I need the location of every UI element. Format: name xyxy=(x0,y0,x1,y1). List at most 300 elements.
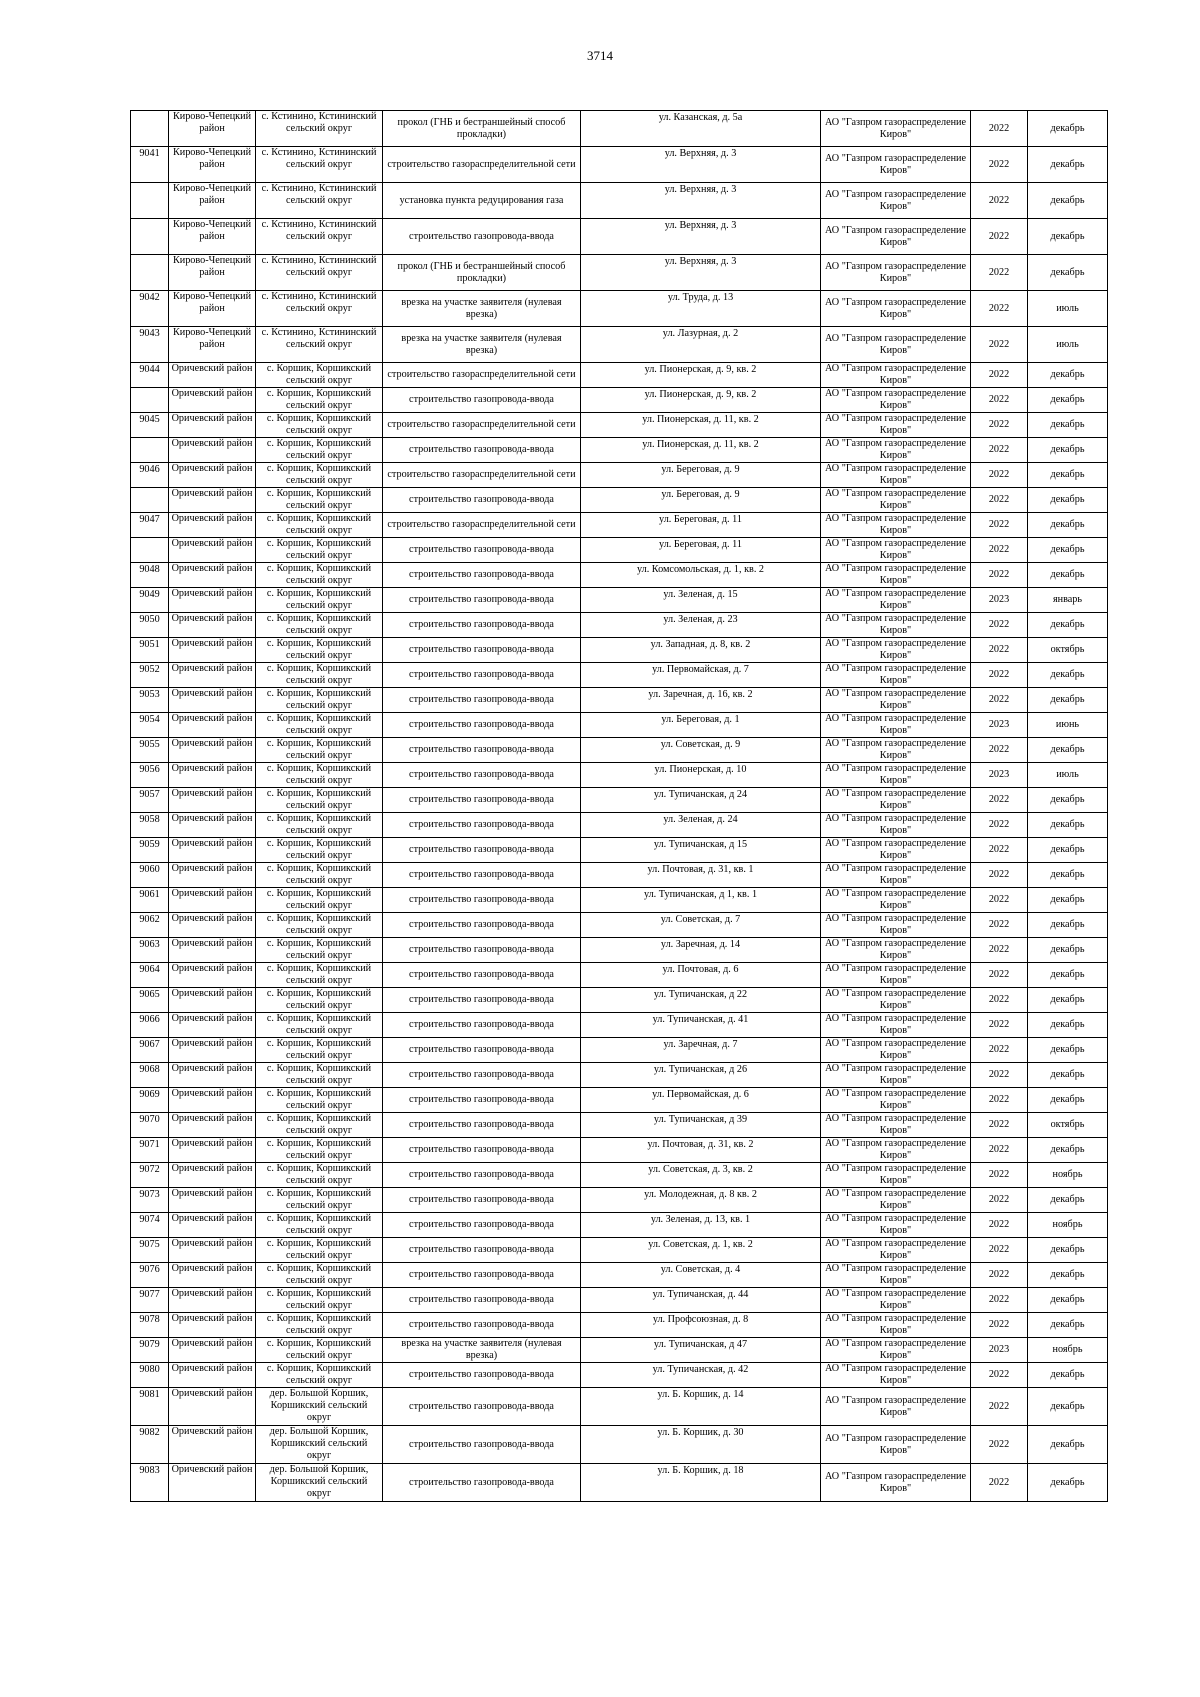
table-row xyxy=(131,1188,1108,1213)
year-cell: 2022 xyxy=(971,813,1028,838)
year-cell: 2022 xyxy=(971,638,1028,663)
settlement-cell: с. Коршик, Коршикский сельский округ xyxy=(256,563,383,588)
month-cell: декабрь xyxy=(1028,1464,1108,1502)
table-row xyxy=(131,688,1108,713)
month-cell: декабрь xyxy=(1028,413,1108,438)
organization-cell: АО "Газпром газораспределение Киров" xyxy=(821,663,971,688)
month-cell: декабрь xyxy=(1028,1188,1108,1213)
year-cell: 2022 xyxy=(971,1213,1028,1238)
work-type-cell: врезка на участке заявителя (нулевая врезка) xyxy=(383,1338,581,1363)
address-cell: ул. Береговая, д. 1 xyxy=(581,713,821,738)
table-row xyxy=(131,1313,1108,1338)
row-number: 9055 xyxy=(131,738,169,763)
table-row xyxy=(131,1363,1108,1388)
work-type-cell: прокол (ГНБ и бестраншейный способ прокладки) xyxy=(383,111,581,147)
row-number xyxy=(131,388,169,413)
works-table xyxy=(130,110,1108,1502)
row-number: 9068 xyxy=(131,1063,169,1088)
organization-cell: АО "Газпром газораспределение Киров" xyxy=(821,788,971,813)
work-type-cell: установка пункта редуцирования газа xyxy=(383,183,581,219)
settlement-cell: с. Коршик, Коршикский сельский округ xyxy=(256,1013,383,1038)
address-cell: ул. Почтовая, д. 31, кв. 1 xyxy=(581,863,821,888)
month-cell: декабрь xyxy=(1028,1363,1108,1388)
district-cell: Кирово-Чепецкий район xyxy=(169,219,256,255)
address-cell: ул. Верхняя, д. 3 xyxy=(581,255,821,291)
settlement-cell: с. Кстинино, Кстининский сельский округ xyxy=(256,183,383,219)
year-cell: 2022 xyxy=(971,1313,1028,1338)
row-number: 9065 xyxy=(131,988,169,1013)
row-number xyxy=(131,219,169,255)
address-cell: ул. Тупичанская, д 15 xyxy=(581,838,821,863)
address-cell: ул. Пионерская, д. 9, кв. 2 xyxy=(581,363,821,388)
district-cell: Оричевский район xyxy=(169,938,256,963)
address-cell: ул. Почтовая, д. 31, кв. 2 xyxy=(581,1138,821,1163)
table-row xyxy=(131,838,1108,863)
table-row xyxy=(131,327,1108,363)
year-cell: 2022 xyxy=(971,463,1028,488)
settlement-cell: с. Кстинино, Кстининский сельский округ xyxy=(256,219,383,255)
month-cell: декабрь xyxy=(1028,488,1108,513)
row-number: 9073 xyxy=(131,1188,169,1213)
settlement-cell: с. Коршик, Коршикский сельский округ xyxy=(256,1288,383,1313)
table-row xyxy=(131,488,1108,513)
work-type-cell: строительство газопровода-ввода xyxy=(383,1464,581,1502)
settlement-cell: с. Коршик, Коршикский сельский округ xyxy=(256,663,383,688)
work-type-cell: строительство газопровода-ввода xyxy=(383,438,581,463)
year-cell: 2022 xyxy=(971,688,1028,713)
month-cell: октябрь xyxy=(1028,638,1108,663)
settlement-cell: с. Коршик, Коршикский сельский округ xyxy=(256,838,383,863)
address-cell: ул. Казанская, д. 5а xyxy=(581,111,821,147)
table-row xyxy=(131,1263,1108,1288)
row-number: 9070 xyxy=(131,1113,169,1138)
row-number: 9048 xyxy=(131,563,169,588)
district-cell: Оричевский район xyxy=(169,1313,256,1338)
settlement-cell: с. Коршик, Коршикский сельский округ xyxy=(256,1113,383,1138)
row-number xyxy=(131,538,169,563)
month-cell: декабрь xyxy=(1028,1238,1108,1263)
organization-cell: АО "Газпром газораспределение Киров" xyxy=(821,111,971,147)
month-cell: июнь xyxy=(1028,713,1108,738)
district-cell: Кирово-Чепецкий район xyxy=(169,111,256,147)
organization-cell: АО "Газпром газораспределение Киров" xyxy=(821,1013,971,1038)
month-cell: декабрь xyxy=(1028,1388,1108,1426)
district-cell: Оричевский район xyxy=(169,1113,256,1138)
year-cell: 2022 xyxy=(971,538,1028,563)
work-type-cell: строительство газопровода-ввода xyxy=(383,219,581,255)
settlement-cell: дер. Большой Коршик, Коршикский сельский округ xyxy=(256,1464,383,1502)
table-row xyxy=(131,563,1108,588)
year-cell: 2022 xyxy=(971,111,1028,147)
year-cell: 2022 xyxy=(971,1464,1028,1502)
month-cell: декабрь xyxy=(1028,688,1108,713)
settlement-cell: с. Коршик, Коршикский сельский округ xyxy=(256,913,383,938)
district-cell: Кирово-Чепецкий район xyxy=(169,147,256,183)
settlement-cell: с. Коршик, Коршикский сельский округ xyxy=(256,613,383,638)
address-cell: ул. Тупичанская, д 26 xyxy=(581,1063,821,1088)
settlement-cell: с. Кстинино, Кстининский сельский округ xyxy=(256,327,383,363)
district-cell: Кирово-Чепецкий район xyxy=(169,327,256,363)
month-cell: октябрь xyxy=(1028,1113,1108,1138)
year-cell: 2022 xyxy=(971,1388,1028,1426)
work-type-cell: строительство газопровода-ввода xyxy=(383,763,581,788)
district-cell: Оричевский район xyxy=(169,713,256,738)
table-row xyxy=(131,763,1108,788)
table-row xyxy=(131,1288,1108,1313)
table-row xyxy=(131,613,1108,638)
page-number: 3714 xyxy=(587,48,613,63)
work-type-cell: строительство газопровода-ввода xyxy=(383,1363,581,1388)
year-cell: 2022 xyxy=(971,963,1028,988)
year-cell: 2022 xyxy=(971,513,1028,538)
settlement-cell: с. Коршик, Коршикский сельский округ xyxy=(256,763,383,788)
work-type-cell: строительство газопровода-ввода xyxy=(383,1138,581,1163)
row-number: 9044 xyxy=(131,363,169,388)
address-cell: ул. Тупичанская, д. 42 xyxy=(581,1363,821,1388)
work-type-cell: строительство газопровода-ввода xyxy=(383,1213,581,1238)
table-row xyxy=(131,1338,1108,1363)
year-cell: 2022 xyxy=(971,988,1028,1013)
table-row xyxy=(131,913,1108,938)
year-cell: 2022 xyxy=(971,838,1028,863)
address-cell: ул. Зеленая, д. 13, кв. 1 xyxy=(581,1213,821,1238)
address-cell: ул. Пионерская, д. 9, кв. 2 xyxy=(581,388,821,413)
settlement-cell: с. Коршик, Коршикский сельский округ xyxy=(256,813,383,838)
address-cell: ул. Б. Коршик, д. 18 xyxy=(581,1464,821,1502)
address-cell: ул. Лазурная, д. 2 xyxy=(581,327,821,363)
row-number: 9043 xyxy=(131,327,169,363)
year-cell: 2022 xyxy=(971,1113,1028,1138)
district-cell: Оричевский район xyxy=(169,838,256,863)
table-row xyxy=(131,255,1108,291)
year-cell: 2022 xyxy=(971,1263,1028,1288)
address-cell: ул. Западная, д. 8, кв. 2 xyxy=(581,638,821,663)
district-cell: Оричевский район xyxy=(169,1363,256,1388)
settlement-cell: с. Коршик, Коршикский сельский округ xyxy=(256,1038,383,1063)
year-cell: 2023 xyxy=(971,588,1028,613)
table-row xyxy=(131,938,1108,963)
work-type-cell: строительство газопровода-ввода xyxy=(383,1013,581,1038)
settlement-cell: дер. Большой Коршик, Коршикский сельский округ xyxy=(256,1426,383,1464)
work-type-cell: строительство газопровода-ввода xyxy=(383,838,581,863)
address-cell: ул. Тупичанская, д 47 xyxy=(581,1338,821,1363)
row-number: 9075 xyxy=(131,1238,169,1263)
month-cell: декабрь xyxy=(1028,963,1108,988)
address-cell: ул. Береговая, д. 9 xyxy=(581,463,821,488)
settlement-cell: с. Коршик, Коршикский сельский округ xyxy=(256,588,383,613)
settlement-cell: с. Коршик, Коршикский сельский округ xyxy=(256,988,383,1013)
address-cell: ул. Береговая, д. 9 xyxy=(581,488,821,513)
work-type-cell: строительство газопровода-ввода xyxy=(383,1263,581,1288)
organization-cell: АО "Газпром газораспределение Киров" xyxy=(821,1338,971,1363)
address-cell: ул. Верхняя, д. 3 xyxy=(581,183,821,219)
address-cell: ул. Заречная, д. 7 xyxy=(581,1038,821,1063)
month-cell: декабрь xyxy=(1028,219,1108,255)
year-cell: 2022 xyxy=(971,913,1028,938)
month-cell: декабрь xyxy=(1028,888,1108,913)
district-cell: Оричевский район xyxy=(169,813,256,838)
year-cell: 2022 xyxy=(971,1238,1028,1263)
address-cell: ул. Зеленая, д. 24 xyxy=(581,813,821,838)
work-type-cell: строительство газопровода-ввода xyxy=(383,1188,581,1213)
month-cell: декабрь xyxy=(1028,838,1108,863)
table-row xyxy=(131,291,1108,327)
row-number: 9079 xyxy=(131,1338,169,1363)
work-type-cell: строительство газопровода-ввода xyxy=(383,938,581,963)
table-row xyxy=(131,1138,1108,1163)
district-cell: Оричевский район xyxy=(169,738,256,763)
month-cell: ноябрь xyxy=(1028,1213,1108,1238)
work-type-cell: строительство газопровода-ввода xyxy=(383,563,581,588)
district-cell: Оричевский район xyxy=(169,1238,256,1263)
organization-cell: АО "Газпром газораспределение Киров" xyxy=(821,1426,971,1464)
district-cell: Оричевский район xyxy=(169,1464,256,1502)
address-cell: ул. Почтовая, д. 6 xyxy=(581,963,821,988)
table-row xyxy=(131,1063,1108,1088)
work-type-cell: строительство газораспределительной сети xyxy=(383,147,581,183)
organization-cell: АО "Газпром газораспределение Киров" xyxy=(821,147,971,183)
work-type-cell: врезка на участке заявителя (нулевая врезка) xyxy=(383,291,581,327)
district-cell: Оричевский район xyxy=(169,513,256,538)
year-cell: 2022 xyxy=(971,1363,1028,1388)
address-cell: ул. Тупичанская, д 22 xyxy=(581,988,821,1013)
row-number: 9081 xyxy=(131,1388,169,1426)
table-row xyxy=(131,438,1108,463)
organization-cell: АО "Газпром газораспределение Киров" xyxy=(821,183,971,219)
month-cell: декабрь xyxy=(1028,1063,1108,1088)
organization-cell: АО "Газпром газораспределение Киров" xyxy=(821,563,971,588)
settlement-cell: с. Кстинино, Кстининский сельский округ xyxy=(256,111,383,147)
organization-cell: АО "Газпром газораспределение Киров" xyxy=(821,363,971,388)
district-cell: Оричевский район xyxy=(169,438,256,463)
settlement-cell: с. Коршик, Коршикский сельский округ xyxy=(256,1163,383,1188)
settlement-cell: с. Коршик, Коршикский сельский округ xyxy=(256,513,383,538)
year-cell: 2022 xyxy=(971,1163,1028,1188)
organization-cell: АО "Газпром газораспределение Киров" xyxy=(821,813,971,838)
district-cell: Кирово-Чепецкий район xyxy=(169,183,256,219)
month-cell: декабрь xyxy=(1028,463,1108,488)
organization-cell: АО "Газпром газораспределение Киров" xyxy=(821,963,971,988)
settlement-cell: дер. Большой Коршик, Коршикский сельский округ xyxy=(256,1388,383,1426)
year-cell: 2022 xyxy=(971,738,1028,763)
organization-cell: АО "Газпром газораспределение Киров" xyxy=(821,1063,971,1088)
settlement-cell: с. Коршик, Коршикский сельский округ xyxy=(256,363,383,388)
year-cell: 2022 xyxy=(971,291,1028,327)
settlement-cell: с. Коршик, Коршикский сельский округ xyxy=(256,1138,383,1163)
year-cell: 2022 xyxy=(971,1063,1028,1088)
address-cell: ул. Зеленая, д. 23 xyxy=(581,613,821,638)
organization-cell: АО "Газпром газораспределение Киров" xyxy=(821,1263,971,1288)
district-cell: Оричевский район xyxy=(169,463,256,488)
organization-cell: АО "Газпром газораспределение Киров" xyxy=(821,988,971,1013)
district-cell: Кирово-Чепецкий район xyxy=(169,255,256,291)
table-row xyxy=(131,183,1108,219)
organization-cell: АО "Газпром газораспределение Киров" xyxy=(821,588,971,613)
table-row xyxy=(131,638,1108,663)
settlement-cell: с. Коршик, Коршикский сельский округ xyxy=(256,1213,383,1238)
organization-cell: АО "Газпром газораспределение Киров" xyxy=(821,888,971,913)
table-row xyxy=(131,463,1108,488)
month-cell: декабрь xyxy=(1028,538,1108,563)
work-type-cell: строительство газопровода-ввода xyxy=(383,1238,581,1263)
organization-cell: АО "Газпром газораспределение Киров" xyxy=(821,463,971,488)
month-cell: декабрь xyxy=(1028,183,1108,219)
address-cell: ул. Тупичанская, д 24 xyxy=(581,788,821,813)
settlement-cell: с. Коршик, Коршикский сельский округ xyxy=(256,863,383,888)
month-cell: июль xyxy=(1028,291,1108,327)
district-cell: Оричевский район xyxy=(169,913,256,938)
district-cell: Оричевский район xyxy=(169,413,256,438)
address-cell: ул. Советская, д. 7 xyxy=(581,913,821,938)
district-cell: Оричевский район xyxy=(169,1288,256,1313)
row-number: 9047 xyxy=(131,513,169,538)
organization-cell: АО "Газпром газораспределение Киров" xyxy=(821,291,971,327)
table-row xyxy=(131,738,1108,763)
month-cell: декабрь xyxy=(1028,1138,1108,1163)
settlement-cell: с. Коршик, Коршикский сельский округ xyxy=(256,1313,383,1338)
month-cell: декабрь xyxy=(1028,255,1108,291)
settlement-cell: с. Коршик, Коршикский сельский округ xyxy=(256,738,383,763)
organization-cell: АО "Газпром газораспределение Киров" xyxy=(821,688,971,713)
organization-cell: АО "Газпром газораспределение Киров" xyxy=(821,1088,971,1113)
work-type-cell: строительство газопровода-ввода xyxy=(383,638,581,663)
district-cell: Оричевский район xyxy=(169,388,256,413)
address-cell: ул. Заречная, д. 14 xyxy=(581,938,821,963)
organization-cell: АО "Газпром газораспределение Киров" xyxy=(821,738,971,763)
work-type-cell: строительство газопровода-ввода xyxy=(383,1288,581,1313)
address-cell: ул. Береговая, д. 11 xyxy=(581,513,821,538)
organization-cell: АО "Газпром газораспределение Киров" xyxy=(821,1113,971,1138)
work-type-cell: строительство газопровода-ввода xyxy=(383,1426,581,1464)
row-number: 9071 xyxy=(131,1138,169,1163)
work-type-cell: строительство газопровода-ввода xyxy=(383,1088,581,1113)
address-cell: ул. Первомайская, д. 7 xyxy=(581,663,821,688)
month-cell: декабрь xyxy=(1028,938,1108,963)
organization-cell: АО "Газпром газораспределение Киров" xyxy=(821,1288,971,1313)
table-row xyxy=(131,788,1108,813)
settlement-cell: с. Коршик, Коршикский сельский округ xyxy=(256,1338,383,1363)
year-cell: 2022 xyxy=(971,147,1028,183)
organization-cell: АО "Газпром газораспределение Киров" xyxy=(821,613,971,638)
month-cell: декабрь xyxy=(1028,1013,1108,1038)
district-cell: Оричевский район xyxy=(169,488,256,513)
year-cell: 2022 xyxy=(971,1038,1028,1063)
address-cell: ул. Тупичанская, д. 41 xyxy=(581,1013,821,1038)
month-cell: ноябрь xyxy=(1028,1163,1108,1188)
organization-cell: АО "Газпром газораспределение Киров" xyxy=(821,1238,971,1263)
district-cell: Оричевский район xyxy=(169,563,256,588)
month-cell: декабрь xyxy=(1028,1288,1108,1313)
work-type-cell: строительство газораспределительной сети xyxy=(383,363,581,388)
row-number: 9069 xyxy=(131,1088,169,1113)
organization-cell: АО "Газпром газораспределение Киров" xyxy=(821,513,971,538)
district-cell: Оричевский район xyxy=(169,1088,256,1113)
district-cell: Оричевский район xyxy=(169,863,256,888)
organization-cell: АО "Газпром газораспределение Киров" xyxy=(821,1464,971,1502)
month-cell: декабрь xyxy=(1028,363,1108,388)
table-row xyxy=(131,1013,1108,1038)
address-cell: ул. Тупичанская, д 1, кв. 1 xyxy=(581,888,821,913)
work-type-cell: строительство газопровода-ввода xyxy=(383,988,581,1013)
row-number: 9082 xyxy=(131,1426,169,1464)
works-table-body xyxy=(131,111,1108,1502)
organization-cell: АО "Газпром газораспределение Киров" xyxy=(821,1213,971,1238)
settlement-cell: с. Коршик, Коршикский сельский округ xyxy=(256,1238,383,1263)
table-row xyxy=(131,538,1108,563)
district-cell: Оричевский район xyxy=(169,1038,256,1063)
work-type-cell: строительство газопровода-ввода xyxy=(383,1388,581,1426)
year-cell: 2022 xyxy=(971,863,1028,888)
month-cell: декабрь xyxy=(1028,813,1108,838)
district-cell: Оричевский район xyxy=(169,663,256,688)
row-number: 9051 xyxy=(131,638,169,663)
row-number: 9063 xyxy=(131,938,169,963)
work-type-cell: строительство газопровода-ввода xyxy=(383,788,581,813)
row-number xyxy=(131,111,169,147)
work-type-cell: строительство газопровода-ввода xyxy=(383,813,581,838)
row-number xyxy=(131,183,169,219)
district-cell: Оричевский район xyxy=(169,538,256,563)
organization-cell: АО "Газпром газораспределение Киров" xyxy=(821,763,971,788)
organization-cell: АО "Газпром газораспределение Киров" xyxy=(821,1388,971,1426)
month-cell: декабрь xyxy=(1028,788,1108,813)
district-cell: Оричевский район xyxy=(169,763,256,788)
year-cell: 2022 xyxy=(971,388,1028,413)
row-number: 9049 xyxy=(131,588,169,613)
settlement-cell: с. Коршик, Коршикский сельский округ xyxy=(256,438,383,463)
work-type-cell: строительство газопровода-ввода xyxy=(383,588,581,613)
work-type-cell: строительство газопровода-ввода xyxy=(383,913,581,938)
work-type-cell: строительство газопровода-ввода xyxy=(383,1038,581,1063)
row-number xyxy=(131,488,169,513)
work-type-cell: строительство газораспределительной сети xyxy=(383,463,581,488)
year-cell: 2023 xyxy=(971,763,1028,788)
work-type-cell: прокол (ГНБ и бестраншейный способ прокладки) xyxy=(383,255,581,291)
table-row xyxy=(131,1088,1108,1113)
address-cell: ул. Зеленая, д. 15 xyxy=(581,588,821,613)
address-cell: ул. Верхняя, д. 3 xyxy=(581,147,821,183)
work-type-cell: строительство газопровода-ввода xyxy=(383,963,581,988)
work-type-cell: строительство газопровода-ввода xyxy=(383,688,581,713)
row-number: 9061 xyxy=(131,888,169,913)
table-row xyxy=(131,363,1108,388)
row-number: 9041 xyxy=(131,147,169,183)
row-number xyxy=(131,438,169,463)
settlement-cell: с. Коршик, Коршикский сельский округ xyxy=(256,413,383,438)
work-type-cell: строительство газопровода-ввода xyxy=(383,663,581,688)
row-number: 9053 xyxy=(131,688,169,713)
district-cell: Кирово-Чепецкий район xyxy=(169,291,256,327)
address-cell: ул. Молодежная, д. 8 кв. 2 xyxy=(581,1188,821,1213)
settlement-cell: с. Коршик, Коршикский сельский округ xyxy=(256,713,383,738)
month-cell: январь xyxy=(1028,588,1108,613)
work-type-cell: строительство газопровода-ввода xyxy=(383,1113,581,1138)
row-number: 9056 xyxy=(131,763,169,788)
table-row xyxy=(131,588,1108,613)
year-cell: 2022 xyxy=(971,219,1028,255)
row-number: 9076 xyxy=(131,1263,169,1288)
district-cell: Оричевский район xyxy=(169,1388,256,1426)
district-cell: Оричевский район xyxy=(169,1213,256,1238)
address-cell: ул. Тупичанская, д 39 xyxy=(581,1113,821,1138)
settlement-cell: с. Коршик, Коршикский сельский округ xyxy=(256,488,383,513)
district-cell: Оричевский район xyxy=(169,1338,256,1363)
year-cell: 2022 xyxy=(971,788,1028,813)
work-type-cell: строительство газопровода-ввода xyxy=(383,713,581,738)
settlement-cell: с. Кстинино, Кстининский сельский округ xyxy=(256,291,383,327)
month-cell: декабрь xyxy=(1028,663,1108,688)
row-number: 9066 xyxy=(131,1013,169,1038)
